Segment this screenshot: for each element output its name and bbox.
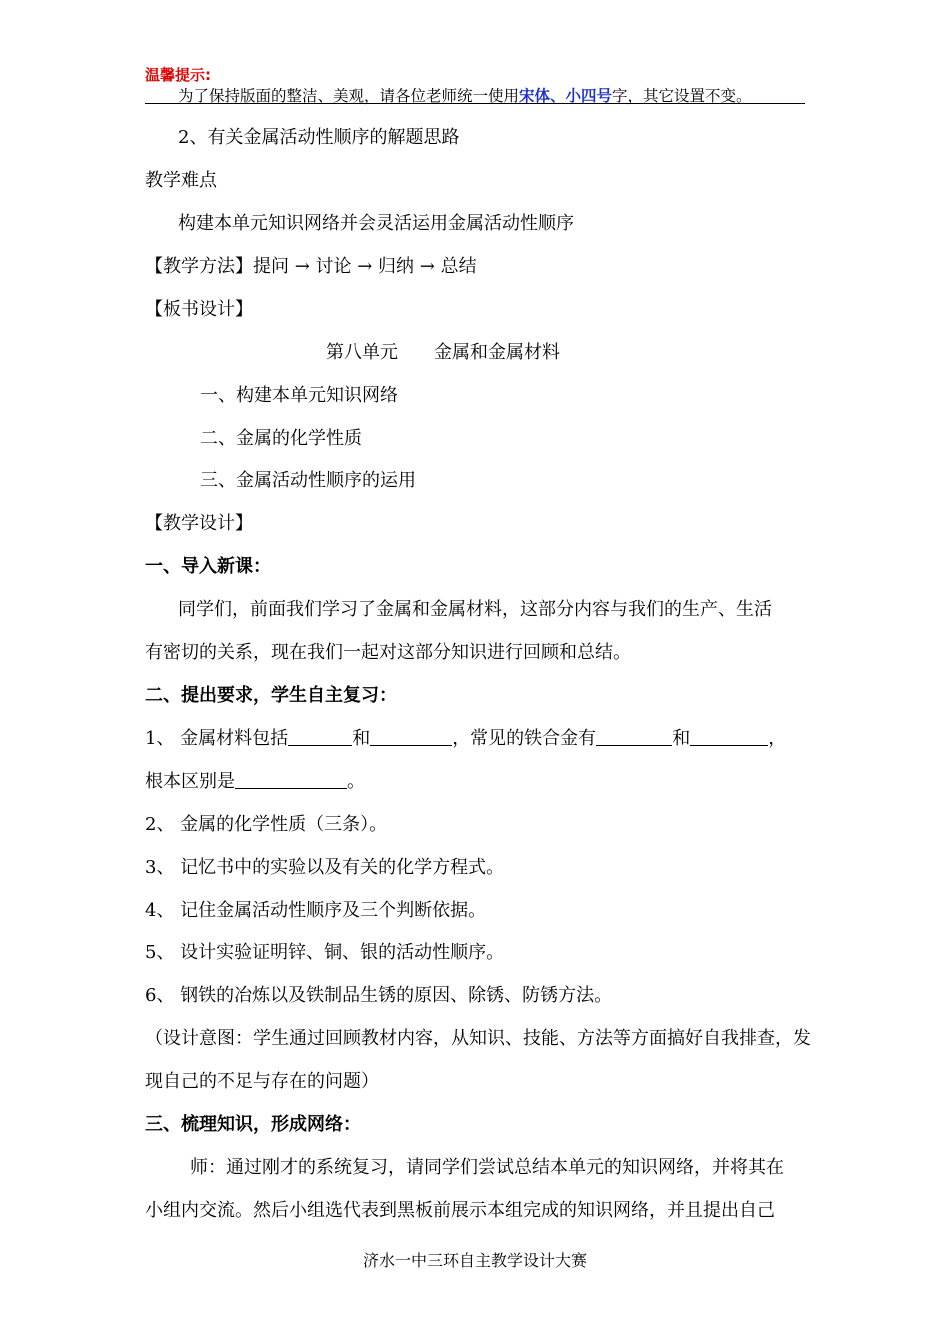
section-3-paragraph-line-1: 师：通过刚才的系统复习，请同学们尝试总结本单元的知识网络，并将其在	[190, 1157, 784, 1178]
difficulty-text: 构建本单元知识网络并会灵活运用金属活动性顺序	[178, 213, 574, 234]
question-3: 3、 记忆书中的实验以及有关的化学方程式。	[145, 857, 505, 878]
question-6: 6、 钢铁的冶炼以及铁制品生锈的原因、除锈、防锈方法。	[145, 985, 613, 1006]
section-1-paragraph-line-2: 有密切的关系，现在我们一起对这部分知识进行回顾和总结。	[145, 642, 631, 663]
tip-label: 温馨提示:	[145, 66, 211, 84]
section-3-heading: 三、梳理知识，形成网络：	[145, 1114, 361, 1135]
design-heading: 【教学设计】	[145, 513, 253, 534]
point-2: 2、有关金属活动性顺序的解题思路	[178, 127, 460, 148]
section-1-paragraph-line-1: 同学们，前面我们学习了金属和金属材料，这部分内容与我们的生产、生活	[178, 599, 772, 620]
design-intent-line-2: 现自己的不足与存在的问题）	[145, 1071, 379, 1092]
question-2: 2、 金属的化学性质（三条）。	[145, 814, 388, 835]
board-item-3: 三、金属活动性顺序的运用	[200, 470, 416, 491]
difficulty-heading: 教学难点	[145, 170, 217, 191]
question-1-line-1	[145, 727, 786, 751]
teaching-method: 【教学方法】提问 → 讨论 → 归纳 → 总结	[145, 256, 477, 277]
q1-mid: ，常见的铁合金有	[452, 728, 597, 749]
fill-blank	[235, 770, 347, 789]
question-5: 5、 设计实验证明锌、铜、银的活动性顺序。	[145, 942, 505, 963]
design-intent-line-1: （设计意图：学生通过回顾教材内容，从知识、技能、方法等方面搞好自我排查，发	[145, 1028, 811, 1049]
board-title: 第八单元 金属和金属材料	[326, 342, 560, 363]
q1-and-2: 和	[672, 728, 691, 749]
fill-blank	[690, 727, 768, 746]
question-1-line-2	[145, 770, 365, 794]
section-1-heading: 一、导入新课：	[145, 556, 271, 577]
section-2-heading: 二、提出要求，学生自主复习：	[145, 685, 397, 706]
tip-text-after: 字，其它设置不变。	[612, 87, 752, 105]
page-footer: 济水一中三环自主教学设计大赛	[362, 1251, 587, 1270]
fill-blank	[370, 727, 452, 746]
fill-blank	[596, 727, 672, 746]
q1-end: ，	[768, 728, 787, 749]
question-4: 4、 记住金属活动性顺序及三个判断依据。	[145, 900, 487, 921]
section-3-paragraph-line-2: 小组内交流。然后小组选代表到黑板前展示本组完成的知识网络，并且提出自己	[145, 1200, 775, 1221]
q1-and-1: 和	[352, 728, 371, 749]
q1-line2-prefix: 根本区别是	[145, 771, 235, 792]
tip-text-before: 为了保持版面的整洁、美观，请各位老师统一使用	[178, 87, 520, 105]
board-item-1: 一、构建本单元知识网络	[200, 385, 398, 406]
q1-line2-end: 。	[347, 771, 365, 792]
tip-highlight: 宋体、小四号	[519, 87, 613, 105]
board-heading: 【板书设计】	[145, 299, 253, 320]
q1-prefix: 1、 金属材料包括	[145, 728, 289, 749]
fill-blank	[288, 727, 352, 746]
board-item-2: 二、金属的化学性质	[200, 428, 362, 449]
tip-underline	[145, 103, 805, 104]
